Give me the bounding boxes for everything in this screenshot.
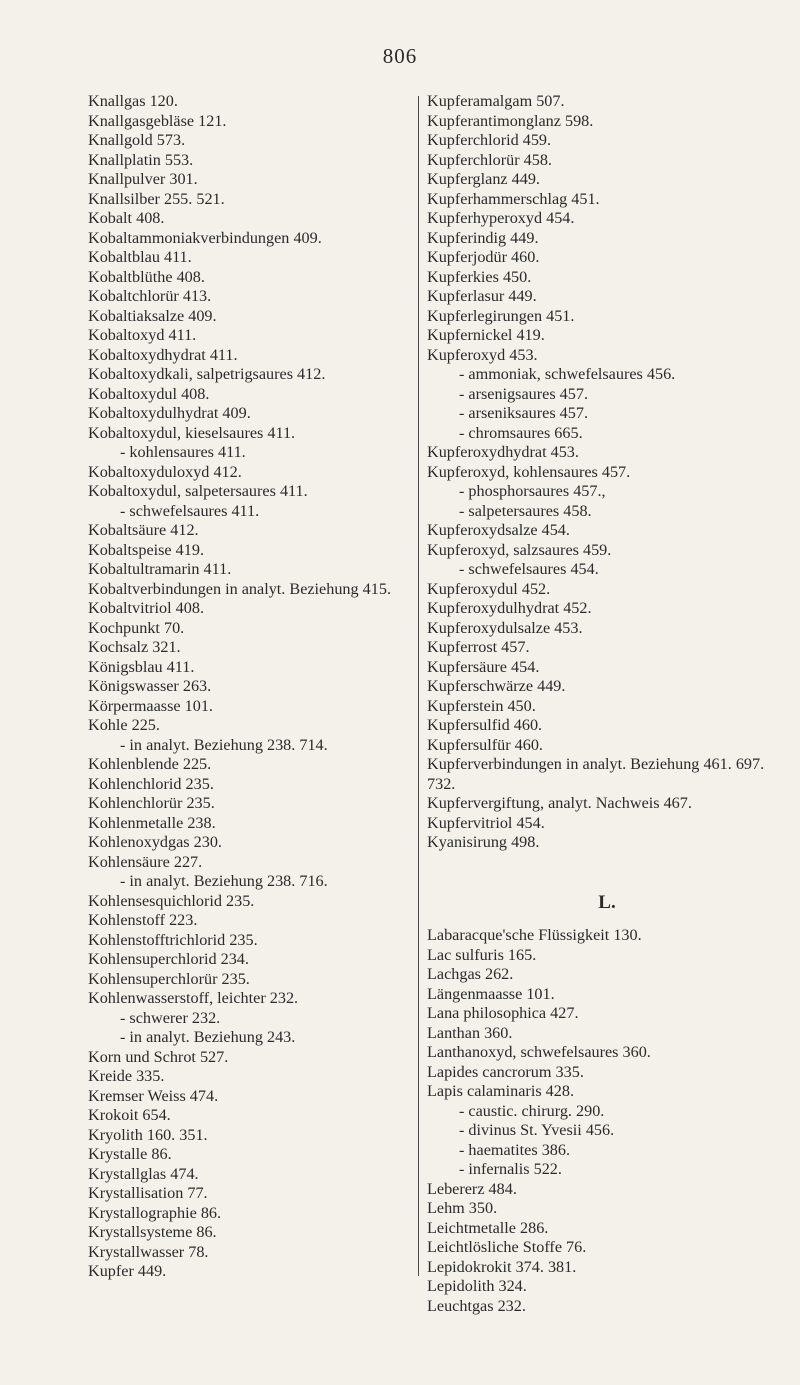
index-entry: Leuchtgas 232.: [427, 1296, 526, 1315]
index-entry: Kobaltiaksalze 409.: [88, 306, 217, 325]
index-entry: Kupferverbindungen in analyt. Beziehung 461. 697. 732.: [427, 755, 765, 793]
index-entry: Kobaltsäure 412.: [88, 521, 199, 539]
index-entry: Königswasser 263.: [88, 677, 212, 695]
index-entry: Kobaltoxydul, kieselsaures 411.: [88, 423, 296, 442]
index-entry: Lebererz 484.: [427, 1179, 517, 1198]
index-entry: - schwerer 232.: [120, 1008, 221, 1027]
index-entry: Kupferrost 457.: [427, 638, 530, 656]
index-entry: - salpetersaures 458.: [459, 501, 592, 520]
index-entry: Krystallisation 77.: [88, 1184, 208, 1202]
index-entry: Kupferlegirungen 451.: [427, 306, 575, 325]
index-column-left: [88, 92, 418, 1282]
index-entry: Krystallsysteme 86.: [88, 1223, 217, 1241]
index-entry: Kohlensuperchlorid 234.: [88, 950, 249, 968]
index-entry: Königsblau 411.: [88, 657, 195, 676]
index-entry: Kupferoxydul 452.: [427, 579, 551, 598]
index-entry: Kupferhyperoxyd 454.: [427, 209, 575, 227]
index-entry: Leichtmetalle 286.: [427, 1218, 549, 1237]
index-entry: Kupferoxyd, salzsaures 459.: [427, 540, 612, 559]
index-entry: Kupferkies 450.: [427, 267, 532, 286]
index-entry: Kohlensuperchlorür 235.: [88, 969, 250, 988]
index-entry: - ammoniak, schwefelsaures 456.: [459, 365, 676, 383]
index-entry: Kupfersulfür 460.: [427, 735, 543, 754]
index-entry: Krokoit 654.: [88, 1106, 171, 1124]
index-column-right: [427, 92, 787, 1316]
index-entry: - divinus St. Yvesii 456.: [459, 1121, 615, 1139]
section-heading: L.: [598, 891, 616, 913]
index-entry: Körpermaasse 101.: [88, 696, 213, 715]
page-number: 806: [382, 44, 418, 68]
index-entry: Kupferhammerschlag 451.: [427, 189, 600, 208]
index-entry: Lapides cancrorum 335.: [427, 1062, 584, 1081]
index-entry: - arsenigsaures 457.: [459, 384, 589, 403]
index-entry: Kryolith 160. 351.: [88, 1125, 208, 1144]
index-entry: Kupferlasur 449.: [427, 287, 537, 305]
index-entry: Kupferglanz 449.: [427, 170, 540, 188]
index-entry: Kupferoxydhydrat 453.: [427, 443, 579, 461]
index-entry: Kupferantimonglanz 598.: [427, 111, 594, 130]
index-entry: Kobaltultramarin 411.: [88, 560, 232, 578]
index-entry: Kohlensesquichlorid 235.: [88, 891, 255, 910]
index-entry: Kupferoxyd, kohlensaures 457.: [427, 462, 631, 481]
index-entry: Kupferjodür 460.: [427, 248, 540, 266]
index-entry: Kobaltblau 411.: [88, 248, 192, 266]
index-entry: Längenmaasse 101.: [427, 984, 555, 1003]
index-entry: - chromsaures 665.: [459, 423, 583, 442]
index-entry: Kohlenblende 225.: [88, 755, 212, 773]
index-entry: - schwefelsaures 454.: [459, 560, 599, 578]
index-entry: Kobaltverbindungen in analyt. Beziehung 415.: [88, 579, 391, 598]
index-entry: Krystallographie 86.: [88, 1203, 222, 1222]
index-entry: Kobaltoxydhydrat 411.: [88, 345, 238, 364]
index-entry: Kupfervitriol 454.: [427, 813, 545, 832]
index-entry: Kupferindig 449.: [427, 228, 539, 247]
index-entry: Krystallglas 474.: [88, 1164, 199, 1183]
index-entry: Lana philosophica 427.: [427, 1004, 579, 1022]
index-entry: Kupferchlorid 459.: [427, 131, 552, 149]
index-entry: Lehm 350.: [427, 1199, 498, 1217]
index-entry: Kupferoxyd 453.: [427, 345, 538, 364]
index-entry: Kohlenchlorür 235.: [88, 794, 215, 812]
index-entry: Kohlenstofftrichlorid 235.: [88, 930, 258, 949]
index-entry: Kochsalz 321.: [88, 638, 181, 656]
index-entry: Kupferoxydulhydrat 452.: [427, 599, 592, 617]
index-entry: Knallpulver 301.: [88, 170, 198, 188]
index-entry: Lachgas 262.: [427, 965, 514, 983]
index-entry: Knallplatin 553.: [88, 150, 194, 169]
index-entry: Kohlenstoff 223.: [88, 911, 198, 929]
index-entry: Lac sulfuris 165.: [427, 945, 537, 964]
index-entry: - haematites 386.: [459, 1140, 571, 1159]
index-entry: Kobaltchlorür 413.: [88, 287, 212, 305]
index-entry: Kupferoxydsalze 454.: [427, 521, 570, 539]
index-entry: Lanthan 360.: [427, 1023, 513, 1042]
index-entry: - in analyt. Beziehung 238. 714.: [120, 735, 328, 754]
index-entry: Lanthanoxyd, schwefelsaures 360.: [427, 1043, 651, 1061]
index-entry: Kobaltammoniakverbindungen 409.: [88, 228, 322, 247]
index-entry: Kobaltoxyd 411.: [88, 326, 197, 344]
index-entry: Kupferoxydulsalze 453.: [427, 618, 583, 637]
index-entry: - kohlensaures 411.: [120, 443, 246, 461]
index-entry: Kobalt 408.: [88, 209, 165, 227]
index-entry: - in analyt. Beziehung 238. 716.: [120, 872, 328, 890]
index-entry: - arseniksaures 457.: [459, 404, 589, 422]
index-entry: Kupfer 449.: [88, 1262, 167, 1280]
index-entry: Kobaltoxydul, salpetersaures 411.: [88, 482, 308, 500]
index-entry: Kupfernickel 419.: [427, 326, 545, 344]
index-entry: - caustic. chirurg. 290.: [459, 1101, 605, 1120]
index-entry: Knallsilber 255. 521.: [88, 189, 225, 208]
index-entry: Kobaltoxyduloxyd 412.: [88, 462, 242, 481]
index-entry: Knallgold 573.: [88, 131, 186, 149]
index-entry: Knallgasgebläse 121.: [88, 111, 227, 130]
index-entry: Kyanisirung 498.: [427, 833, 540, 851]
index-entry: Kupfersulfid 460.: [427, 716, 543, 734]
column-divider: [418, 96, 419, 1276]
index-entry: - in analyt. Beziehung 243.: [120, 1028, 296, 1046]
index-entry: Kupferschwärze 449.: [427, 677, 566, 695]
index-entry: Krystallwasser 78.: [88, 1242, 209, 1261]
index-entry: Knallgas 120.: [88, 92, 178, 110]
index-entry: Lepidolith 324.: [427, 1277, 527, 1295]
index-entry: Krystalle 86.: [88, 1145, 172, 1163]
index-entry: Kohlenoxydgas 230.: [88, 833, 222, 851]
index-entry: - infernalis 522.: [459, 1160, 562, 1178]
index-entry: - schwefelsaures 411.: [120, 501, 260, 520]
index-list-l: [427, 926, 787, 1316]
index-entry: Lepidokrokit 374. 381.: [427, 1257, 577, 1276]
index-entry: Kreide 335.: [88, 1067, 165, 1085]
index-entry: Kochpunkt 70.: [88, 618, 185, 637]
index-entry: Kobaltoxydulhydrat 409.: [88, 404, 251, 422]
index-entry: Lapis calaminaris 428.: [427, 1082, 574, 1100]
index-entry: Kupferstein 450.: [427, 696, 536, 715]
index-entry: Kobaltoxydul 408.: [88, 384, 210, 403]
index-entry: Korn und Schrot 527.: [88, 1047, 229, 1066]
index-entry: Kremser Weiss 474.: [88, 1086, 219, 1105]
index-entry: Kobaltspeise 419.: [88, 540, 204, 559]
index-entry: Kupferamalgam 507.: [427, 92, 565, 110]
index-entry: Kupferchlorür 458.: [427, 150, 552, 169]
index-entry: Kohlensäure 227.: [88, 852, 203, 871]
index-list-k: [427, 92, 787, 853]
index-entry: Kobaltblüthe 408.: [88, 267, 205, 286]
index-entry: Leichtlösliche Stoffe 76.: [427, 1238, 587, 1256]
index-entry: Kupfervergiftung, analyt. Nachweis 467.: [427, 794, 692, 812]
index-entry: Kohlenchlorid 235.: [88, 774, 214, 793]
index-entry: Kupfersäure 454.: [427, 657, 540, 676]
index-entry: Kohle 225.: [88, 716, 160, 734]
index-entry: Kobaltoxydkali, salpetrigsaures 412.: [88, 365, 326, 383]
index-entry: Labaracque'sche Flüssigkeit 130.: [427, 926, 642, 944]
index-entry: Kobaltvitriol 408.: [88, 599, 204, 617]
index-entry: Kohlenmetalle 238.: [88, 813, 216, 832]
index-entry: - phosphorsaures 457.,: [459, 482, 606, 500]
index-entry: Kohlenwasserstoff, leichter 232.: [88, 989, 299, 1007]
